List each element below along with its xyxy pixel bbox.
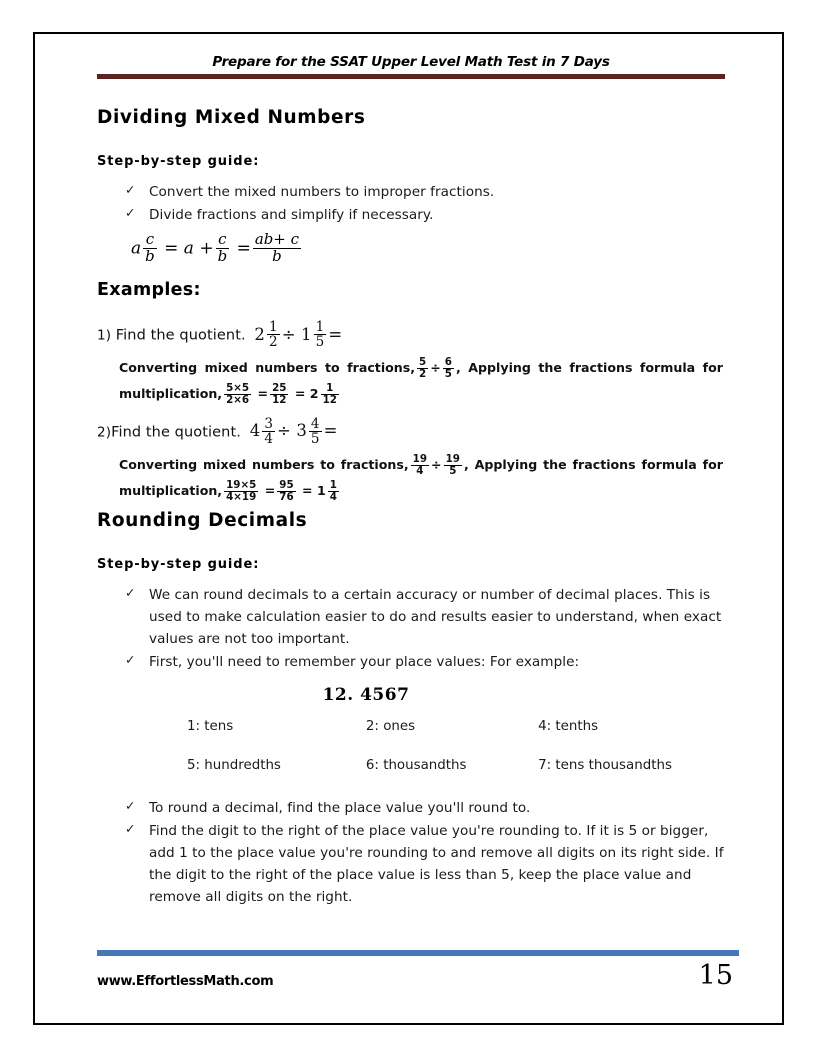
- example-solution-2: [119, 452, 723, 504]
- solution-equals-2: =: [302, 482, 313, 498]
- solution-fraction-2: $\frac{6}{5}$: [444, 356, 452, 381]
- mixed-fraction-1: $\frac{3}{4}$: [264, 415, 274, 447]
- place-value-cell: 7: tens thousandths: [538, 757, 672, 773]
- list-item: [125, 797, 725, 819]
- place-value-cell: 2: ones: [365, 718, 416, 734]
- list-item: [125, 584, 725, 650]
- page-footer: [97, 950, 739, 992]
- place-value-cell: 5: hundredths: [187, 757, 281, 773]
- list-item: [125, 204, 725, 226]
- check-icon: ✓: [125, 651, 136, 667]
- formula-equals-2: =: [236, 238, 251, 259]
- formula-plus: +: [199, 238, 214, 259]
- formula-fraction-result: $\frac{ab+ c}{b}$: [254, 230, 299, 265]
- solution-mid: Applying the fractions formula for multiplication,: [119, 360, 723, 402]
- check-icon: ✓: [125, 205, 136, 221]
- equals-symbol: =: [323, 421, 338, 441]
- solution-result-fraction: $\frac{95}{76}$: [279, 479, 294, 503]
- divide-symbol: ÷: [281, 324, 296, 344]
- solution-mixed-whole: 1: [316, 482, 326, 498]
- examples-heading: Examples:: [97, 280, 201, 301]
- mixed-number-formula: [131, 232, 725, 264]
- divide-symbol: ÷: [277, 421, 291, 441]
- table-row: [187, 758, 725, 797]
- place-value-cell: 4: tenths: [538, 718, 599, 734]
- footer-rule: [97, 950, 739, 956]
- header-rule: [97, 74, 725, 79]
- formula-fraction-c-over-b-2: $\frac{c}{b}$: [217, 230, 228, 265]
- example-question-1: [97, 320, 725, 349]
- place-value-example-number: 12. 4567: [322, 684, 410, 705]
- equals-symbol: =: [328, 324, 343, 344]
- formula-fraction-c-over-b: $\frac{c}{b}$: [145, 230, 155, 265]
- formula-a2: a: [183, 238, 194, 259]
- mixed-fraction-1: $\frac{1}{2}$: [269, 319, 278, 351]
- list-item: [125, 651, 725, 673]
- check-icon: ✓: [125, 584, 136, 600]
- solution-equals-1: =: [264, 482, 276, 498]
- example-question-2: [97, 417, 725, 446]
- example-expression: 4 $\frac{3}{4}$ ÷ 3 $\frac{4}{5}$ =: [249, 415, 338, 447]
- formula-a: a: [131, 238, 142, 259]
- footer-website[interactable]: www.EffortlessMath.com: [97, 974, 274, 989]
- solution-comma: ,: [463, 457, 469, 472]
- solution-mixed-fraction: $\frac{1}{12}$: [322, 382, 337, 407]
- page-frame: [33, 32, 784, 1025]
- running-header-title: Prepare for the SSAT Upper Level Math Test in 7 Days: [212, 54, 610, 70]
- example-prompt: Find the quotient.: [115, 327, 246, 344]
- solution-fraction-2: $\frac{19}{5}$: [445, 453, 460, 477]
- list-item-text: Divide fractions and simplify if necessary.: [149, 207, 434, 224]
- mixed-fraction-2: $\frac{4}{5}$: [310, 415, 320, 447]
- solution-lead: Converting mixed numbers to fractions,: [119, 360, 416, 376]
- solution-divide: ÷: [430, 360, 441, 376]
- check-icon: ✓: [125, 820, 136, 836]
- solution-mixed-fraction: $\frac{1}{4}$: [329, 479, 337, 503]
- check-icon: ✓: [125, 797, 136, 813]
- solution-mixed-whole: 2: [309, 386, 319, 402]
- formula-equals-1: =: [164, 238, 179, 259]
- place-value-cell: 6: thousandths: [365, 757, 467, 773]
- solution-lead: Converting mixed numbers to fractions,: [119, 457, 409, 472]
- solution-result-fraction: $\frac{25}{12}$: [272, 382, 287, 407]
- solution-equals-2: =: [294, 386, 306, 402]
- example-prompt: Find the quotient.: [111, 424, 241, 441]
- section-heading-rounding-decimals: Rounding Decimals: [97, 509, 308, 531]
- solution-product-fraction: $\frac{19\times 5}{4\times 19}$: [226, 479, 257, 503]
- example-number: 2): [97, 424, 112, 441]
- solution-product-fraction: $\frac{5\times 5}{2\times 6}$: [226, 382, 250, 407]
- example-solution-1: [119, 355, 723, 407]
- list-item: [125, 181, 725, 203]
- solution-fraction-1: $\frac{5}{2}$: [419, 356, 427, 381]
- rounding-bullets-bottom: [97, 797, 725, 908]
- dividing-mixed-numbers-bullets: [97, 181, 725, 226]
- page-content: [97, 44, 725, 1014]
- solution-fraction-1: $\frac{19}{4}$: [412, 453, 428, 477]
- table-row: [187, 719, 725, 758]
- page-number: 15: [698, 960, 733, 992]
- list-item-text: Find the digit to the right of the place value you're rounding to. If it is 5 or bigger, add 1 to the place value you're rounding to and remove all digits on its right side. If the digit to the right of the place value is less than 5, keep the place value and remove all digits on the right.: [149, 822, 724, 905]
- rounding-bullets-top: [97, 584, 725, 673]
- solution-comma: ,: [455, 360, 461, 376]
- place-value-cell: 1: tens: [187, 718, 234, 734]
- check-icon: ✓: [125, 182, 136, 197]
- solution-mid: Applying the fractions formula for multiplication,: [119, 457, 723, 498]
- mixed-fraction-2: $\frac{1}{5}$: [315, 319, 325, 351]
- section-heading-dividing-mixed-numbers: Dividing Mixed Numbers: [97, 107, 366, 128]
- list-item-text: To round a decimal, find the place value you'll round to.: [149, 799, 531, 816]
- list-item: [125, 820, 725, 908]
- step-by-step-guide-label-1: Step-by-step guide:: [97, 154, 260, 169]
- step-by-step-guide-label-2: Step-by-step guide:: [97, 556, 260, 572]
- solution-equals-1: =: [257, 386, 269, 402]
- place-value-table: [187, 719, 725, 797]
- example-number: 1): [97, 327, 112, 344]
- example-expression: 2 $\frac{1}{2}$ ÷ 1 $\frac{1}{5}$ =: [254, 319, 343, 351]
- list-item-text: We can round decimals to a certain accuracy or number of decimal places. This is used to make calculation easier to do and results easier to understand, when exact values are not too important.: [149, 586, 722, 647]
- list-item-text: First, you'll need to remember your place values: For example:: [149, 653, 580, 670]
- solution-divide: ÷: [431, 457, 442, 472]
- list-item-text: Convert the mixed numbers to improper fractions.: [149, 184, 495, 200]
